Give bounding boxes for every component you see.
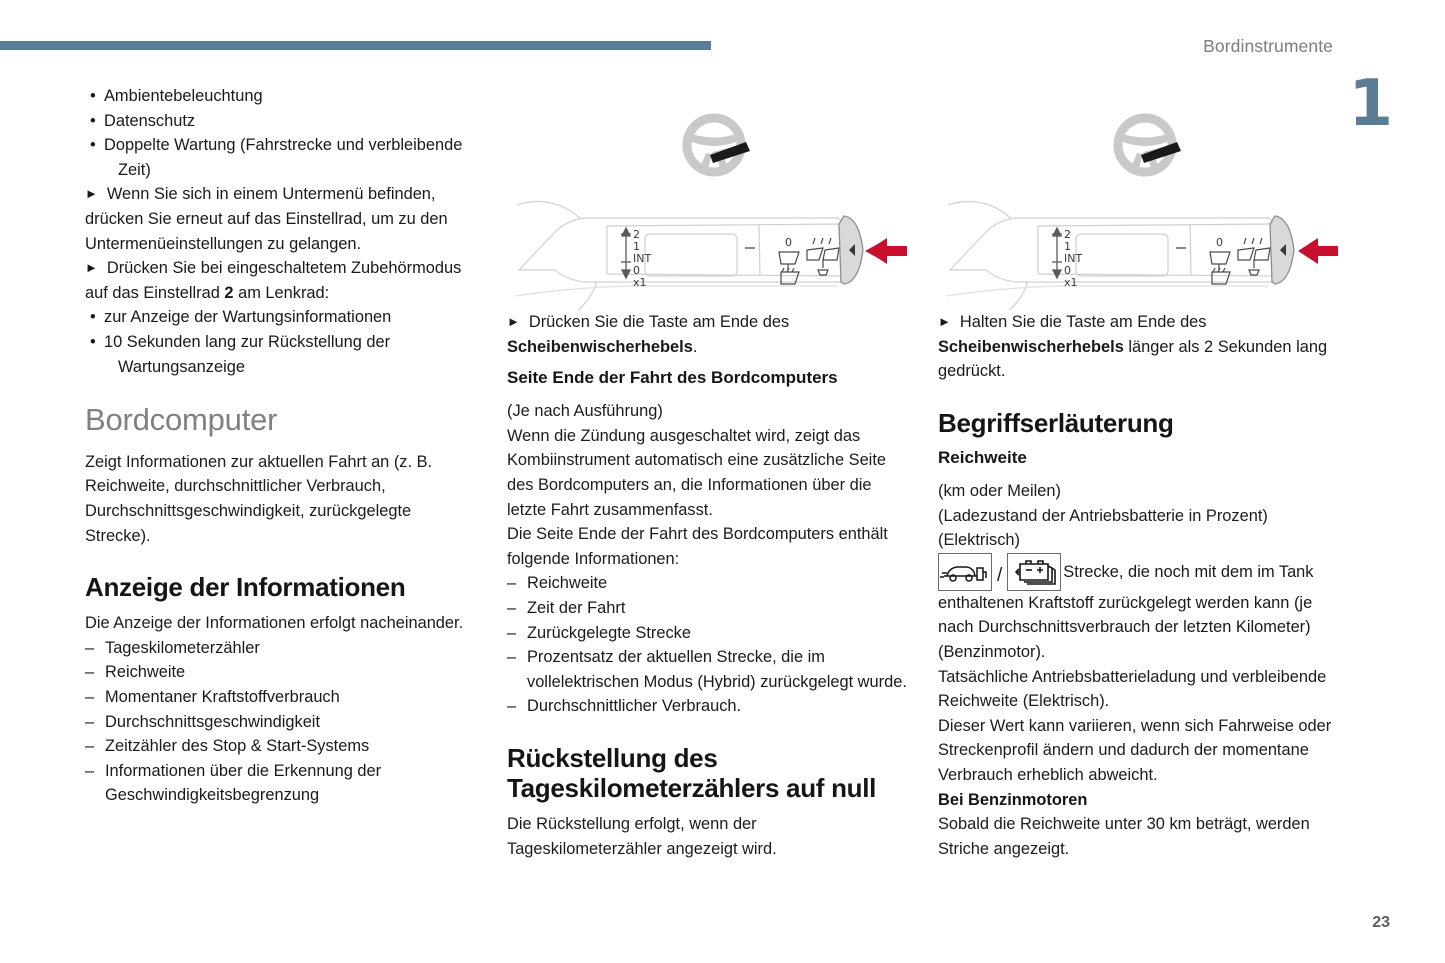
list-item: – Tageskilometerzähler <box>85 636 470 661</box>
action-step-text-pre: Drücken Sie die Taste am Ende des <box>528 313 790 331</box>
list-item: – Prozentsatz der aktuellen Strecke, die im vollelektrischen Modus (Hybrid) zurückgelegt wurde. <box>507 645 907 694</box>
trip-end-description-1: Wenn die Zündung ausgeschaltet wird, zeigt das Kombiinstrument automatisch eine zusätzliche Seite des Bordcomputers an, die Informationen über die letzte Fahrt zusammenfasst. <box>507 426 886 519</box>
scale-label-2: 2 <box>633 228 640 241</box>
scale-label-0: 0 <box>633 264 640 277</box>
steering-wheel-icon <box>1118 118 1181 172</box>
action-step-hold-button <box>938 310 1346 384</box>
action-triangle-icon: ► <box>85 260 98 276</box>
accessory-mode-bullet-list <box>85 305 470 379</box>
list-item: • zur Anzeige der Wartungsinformationen <box>85 305 470 330</box>
rueckstellung-description: Die Rückstellung erfolgt, wenn der Tageskilometerzähler angezeigt wird. <box>507 815 777 858</box>
battery-stack-icon <box>1007 553 1061 591</box>
benzin-description: Sobald die Reichweite unter 30 km beträgt, werden Striche angezeigt. <box>938 815 1310 858</box>
wiper-stalk-press-illustration <box>507 110 907 310</box>
intro-bullet-list <box>85 84 470 182</box>
action-triangle-icon: ► <box>507 314 520 329</box>
action-step-press-button <box>507 310 907 359</box>
red-pointer-arrow <box>865 238 907 264</box>
action-step-accessory-mode <box>85 256 470 305</box>
trip-end-info-list <box>507 571 907 719</box>
subsection-heading-bei-benzinmotoren: Bei Benzinmotoren <box>938 790 1088 809</box>
range-icon-explanation <box>938 553 1346 665</box>
subsection-heading-seite-ende-der-fahrt: Seite Ende der Fahrt des Bordcomputers <box>507 368 838 388</box>
action-step-text-post: länger als 2 Sekunden lang gedrückt. <box>938 337 1328 381</box>
stalk-end-button <box>1270 216 1294 284</box>
variant-note: (Je nach Ausführung) <box>507 402 663 421</box>
action-step-text-post: . <box>692 337 698 356</box>
section-heading-rueckstellung: Rückstellung des Tageskilometerzählers auf null <box>507 743 877 804</box>
list-item: • 10 Sekunden lang zur Rückstellung der Wartungsanzeige <box>85 330 470 379</box>
list-item: • Doppelte Wartung (Fahrstrecke und verbleibende Zeit) <box>85 133 470 182</box>
steering-wheel-icon <box>687 118 750 172</box>
rear-wiper-off-label: 0 <box>785 236 792 249</box>
trip-end-description-2: Die Seite Ende der Fahrt des Bordcomputers enthält folgende Informationen: <box>507 525 888 568</box>
action-step-text-post: am Lenkrad: <box>233 283 330 302</box>
unit-note-1: (km oder Meilen) <box>938 482 1061 501</box>
wiper-stalk-body <box>950 218 1282 282</box>
header-accent-rule <box>0 41 711 50</box>
column-right <box>938 110 1346 861</box>
anzeige-item-list <box>85 636 470 808</box>
red-pointer-arrow <box>1298 238 1338 264</box>
scale-label-1: 1 <box>633 240 640 253</box>
column-middle <box>507 110 907 862</box>
anzeige-description: Die Anzeige der Informationen erfolgt nacheinander. <box>85 614 464 633</box>
component-name: Scheibenwischerhebels <box>507 337 693 356</box>
page-header-title: Bordinstrumente <box>1203 36 1333 56</box>
wiper-stalk-body <box>519 218 851 282</box>
bordcomputer-description: Zeigt Informationen zur aktuellen Fahrt an (z. B. Reichweite, durchschnittlicher Verbrauch, Durchschnittsgeschwindigkeit, zurückgelegte Strecke). <box>85 452 433 545</box>
column-left <box>85 84 470 808</box>
subsection-heading-reichweite: Reichweite <box>938 447 1027 467</box>
control-reference-number: 2 <box>224 283 234 302</box>
list-item: • Datenschutz <box>85 109 470 134</box>
stalk-end-button <box>839 216 863 284</box>
list-item: – Momentaner Kraftstoffverbrauch <box>85 685 470 710</box>
rear-wiper-off-label: 0 <box>1216 236 1223 249</box>
action-step-text-pre: Drücken Sie bei eingeschaltetem Zubehörmodus auf das Einstellrad <box>85 259 462 302</box>
icon-separator: / <box>997 564 1003 586</box>
range-note-variation: Dieser Wert kann variieren, wenn sich Fahrweise oder Streckenprofil ändern und dadurch der momentane Verbrauch erheblich abweicht. <box>938 716 1332 784</box>
scale-label-0: 0 <box>1064 264 1071 277</box>
action-triangle-icon: ► <box>938 314 951 329</box>
unit-note-3: (Elektrisch) <box>938 531 1020 550</box>
unit-note-2: (Ladezustand der Antriebsbatterie in Prozent) <box>938 506 1268 525</box>
scale-label-int: INT <box>1064 252 1083 265</box>
section-heading-begriffserlaeuterung: Begriffserläuterung <box>938 407 1174 438</box>
action-step-submenu <box>85 182 470 256</box>
list-item: – Zeit der Fahrt <box>507 596 907 621</box>
chapter-number: 1 <box>1348 67 1393 141</box>
section-heading-bordcomputer: Bordcomputer <box>85 402 278 438</box>
list-item: – Informationen über die Erkennung der Geschwindigkeitsbegrenzung <box>85 759 470 808</box>
scale-label-x1: x1 <box>633 276 647 289</box>
list-item: – Reichweite <box>85 660 470 685</box>
scale-label-int: INT <box>633 252 652 265</box>
list-item: – Zurückgelegte Strecke <box>507 621 907 646</box>
section-heading-anzeige-der-informationen: Anzeige der Informationen <box>85 572 406 603</box>
component-name: Scheibenwischerhebels <box>938 337 1124 356</box>
list-item: • Ambientebeleuchtung <box>85 84 470 109</box>
wiper-stalk-hold-illustration <box>938 110 1338 310</box>
page-number: 23 <box>1372 914 1390 931</box>
scale-label-1: 1 <box>1064 240 1071 253</box>
range-icon-text: Strecke, die noch mit dem im Tank enthaltenen Kraftstoff zurückgelegt werden kann (je nach Durchschnittsverbrauch der letzten Kilometer) (Benzinmotor). <box>938 562 1314 661</box>
action-triangle-icon: ► <box>85 186 98 202</box>
range-note-electric: Tatsächliche Antriebsbatterieladung und verbleibende Reichweite (Elektrisch). <box>938 667 1327 711</box>
scale-label-x1: x1 <box>1064 276 1078 289</box>
action-step-text: Wenn Sie sich in einem Untermenü befinden, drücken Sie erneut auf das Einstellrad, um zu den Untermenüeinstellungen zu gelangen. <box>85 185 448 253</box>
list-item: – Durchschnittlicher Verbrauch. <box>507 694 907 719</box>
list-item: – Reichweite <box>507 571 907 596</box>
list-item: – Durchschnittsgeschwindigkeit <box>85 710 470 735</box>
list-item: – Zeitzähler des Stop & Start-Systems <box>85 734 470 759</box>
car-to-fuel-pump-icon <box>938 553 992 591</box>
action-step-text-pre: Halten Sie die Taste am Ende des <box>959 313 1207 331</box>
scale-label-2: 2 <box>1064 228 1071 241</box>
